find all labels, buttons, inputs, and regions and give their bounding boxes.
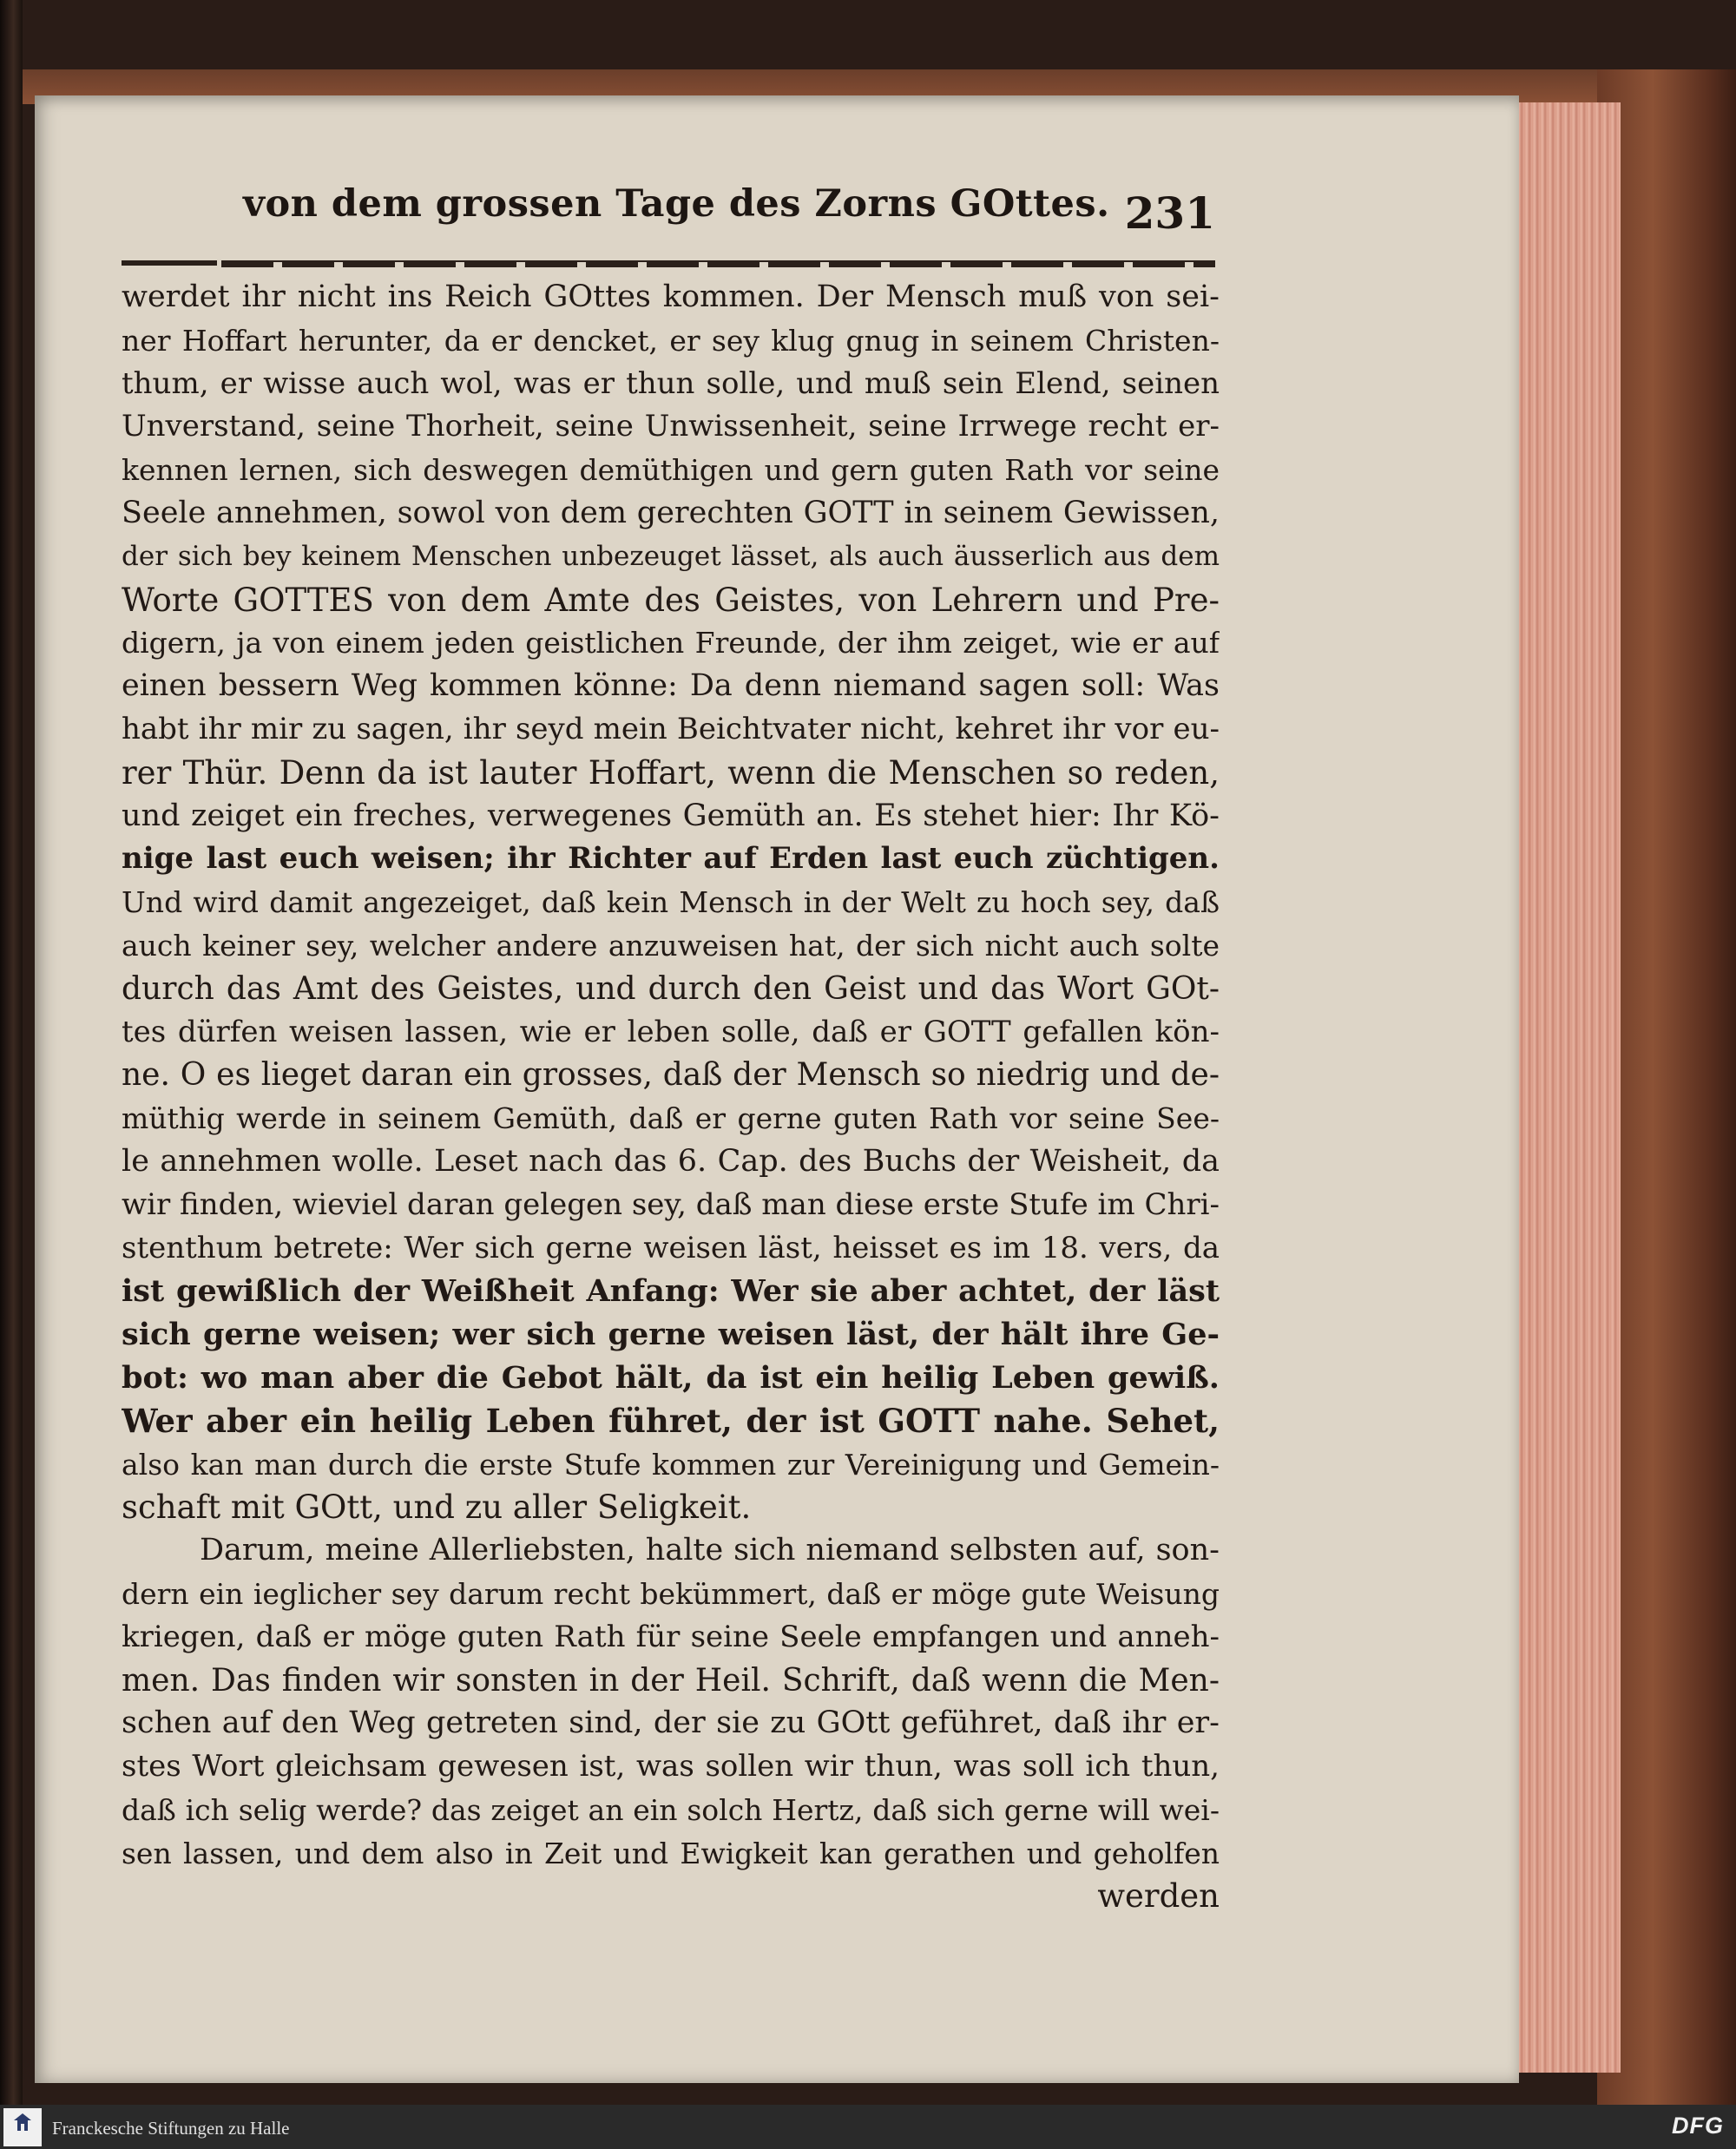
text-line: müthig werde in seinem Gemüth, daß er gerne guten Rath vor seine See- [122,1101,1220,1136]
page-edges [1515,102,1621,2073]
text-line: der sich bey keinem Menschen unbezeuget lässet, als auch äusserlich aus dem [122,540,1220,572]
text-line: sen lassen, und dem also in Zeit und Ewigkeit kan gerathen und geholfen [122,1836,1220,1870]
text-line: ne. O es lieget daran ein grosses, daß der Mensch so niedrig und de- [122,1057,1220,1094]
logo-mark-icon [14,2113,31,2134]
text-line: tes dürfen weisen lassen, wie er leben solle, daß er GOTT gefallen kön- [122,1014,1220,1049]
book-cover-left [0,0,23,2105]
text-line: Und wird damit angezeiget, daß kein Mensch in der Welt zu hoch sey, daß [122,885,1220,920]
text-line-emphasis: nige last euch weisen; ihr Richter auf Erden last euch züchtigen. [122,841,1220,877]
text-line-emphasis: ist gewißlich der Weißheit Anfang: Wer sie aber achtet, der läst [122,1273,1220,1310]
text-line: daß ich selig werde? das zeiget an ein solch Hertz, daß sich gerne will wei- [122,1792,1220,1827]
library-name: Franckesche Stiftungen zu Halle [52,2118,290,2139]
text-line: Unverstand, seine Thorheit, seine Unwissenheit, seine Irrwege recht er- [122,409,1220,444]
text-line: wir finden, wieviel daran gelegen sey, daß man diese erste Stufe im Chri- [122,1186,1220,1222]
text-line: kriegen, daß er möge guten Rath für seine Seele empfangen und anneh- [122,1619,1220,1654]
text-line: rer Thür. Denn da ist lauter Hoffart, wenn die Menschen so reden, [122,753,1220,792]
header-rule-left [122,260,217,266]
body-text [122,276,1220,1918]
text-line: werdet ihr nicht ins Reich GOttes kommen. Der Mensch muß von sei- [122,279,1220,314]
text-line: Worte GOTTES von dem Amte des Geistes, von Lehrern und Pre- [122,581,1220,619]
text-line: stenthum betrete: Wer sich gerne weisen läst, heisset es im 18. vers, da [122,1230,1220,1265]
text-line: und zeiget ein freches, verwegenes Gemüth an. Es stehet hier: Ihr Kö- [122,798,1220,833]
text-line-emphasis: bot: wo man aber die Gebot hält, da ist ein heilig Leben gewiß. [122,1359,1220,1396]
text-line: digern, ja von einem jeden geistlichen Freunde, der ihm zeiget, wie er auf [122,626,1220,660]
text-line-paragraph-start: Darum, meine Allerliebsten, halte sich niemand selbsten auf, son- [200,1533,1220,1568]
text-line: Seele annehmen, sowol von dem gerechten GOTT in seinem Gewissen, [122,495,1220,530]
text-line: kennen lernen, sich deswegen demüthigen und gern guten Rath vor seine [122,453,1220,488]
text-line: habt ihr mir zu sagen, ihr seyd mein Beichtvater nicht, kehret ihr vor eu- [122,711,1220,746]
text-line: durch das Amt des Geistes, und durch den Geist und das Wort GOt- [122,970,1220,1007]
dfg-logo[interactable]: DFG [1672,2113,1724,2139]
text-line-emphasis: sich gerne weisen; wer sich gerne weisen läst, der hält ihre Ge- [122,1317,1220,1353]
text-line: men. Das finden wir sonsten in der Heil. Schrift, daß wenn die Men- [122,1662,1220,1699]
running-title: von dem grossen Tage des Zorns GOttes. [243,182,1110,226]
text-line: also kan man durch die erste Stufe kommen zur Vereinigung und Gemein- [122,1447,1220,1482]
viewer-footer [0,2105,1736,2149]
text-line: stes Wort gleichsam gewesen ist, was sollen wir thun, was soll ich thun, [122,1749,1220,1784]
text-line: ner Hoffart herunter, da er dencket, er sey klug gnug in seinem Christen- [122,323,1220,358]
francke-foundation-logo-icon[interactable] [3,2108,42,2146]
text-line-emphasis: Wer aber ein heilig Leben führet, der ist GOTT nahe. Sehet, [122,1401,1220,1440]
text-line: schaft mit GOtt, und zu aller Seligkeit. [122,1489,752,1527]
header-rule [221,260,1215,267]
page-number: 231 [1124,187,1215,239]
text-line: dern ein ieglicher sey darum recht bekümmert, daß er möge gute Weisung [122,1576,1220,1611]
text-line: le annehmen wolle. Leset nach das 6. Cap. des Buchs der Weisheit, da [122,1143,1220,1179]
page-header [243,182,1215,252]
text-line: thum, er wisse auch wol, was er thun solle, und muß sein Elend, seinen [122,365,1220,401]
text-line: auch keiner sey, welcher andere anzuweisen hat, der sich nicht auch solte [122,928,1220,963]
text-line: schen auf den Weg getreten sind, der sie zu GOtt geführet, daß ihr er- [122,1705,1220,1741]
text-line: einen bessern Weg kommen könne: Da denn niemand sagen soll: Was [122,668,1220,704]
catchword: werden [1097,1877,1220,1916]
